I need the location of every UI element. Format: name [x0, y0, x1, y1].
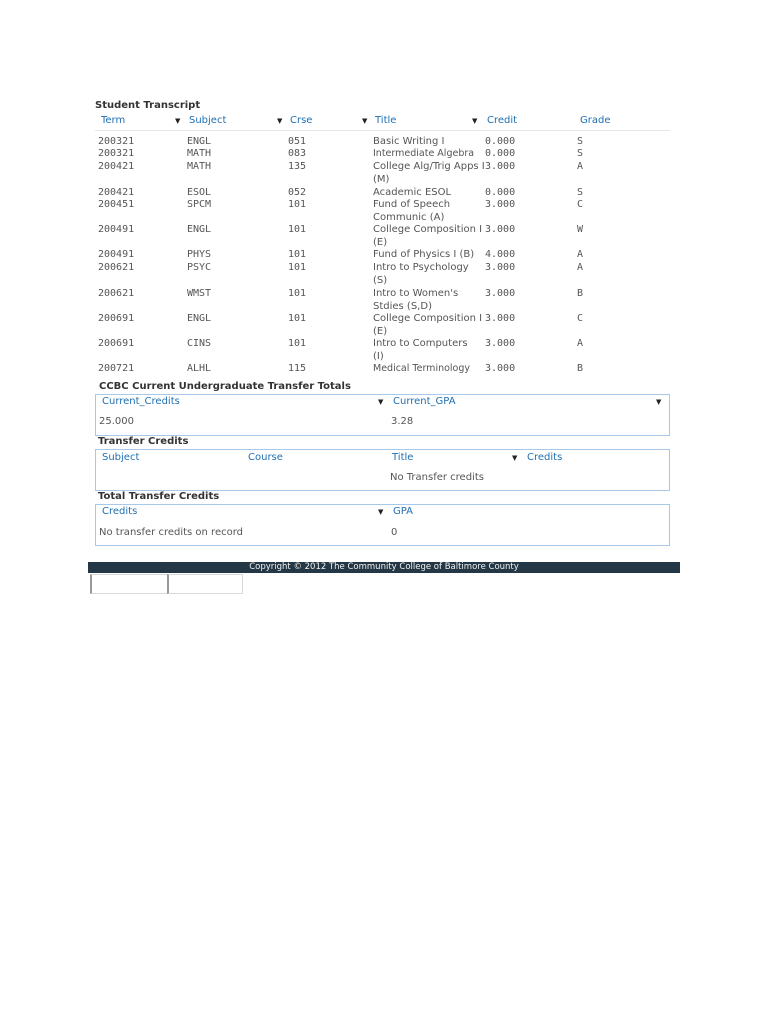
grade-cell: C	[577, 199, 584, 210]
subject-cell: MATH	[187, 161, 212, 172]
grade-cell: C	[577, 313, 584, 324]
term-cell: 200621	[98, 288, 135, 299]
subject-cell: ESOL	[187, 187, 212, 198]
sort-down-icon[interactable]: ▼	[378, 398, 384, 406]
column-header-title[interactable]: Title	[392, 452, 414, 463]
sort-down-icon[interactable]: ▼	[472, 117, 478, 125]
current-credits-value: 25.000	[99, 416, 134, 427]
transfer-credits-table	[95, 449, 670, 491]
subject-cell: PSYC	[187, 262, 212, 273]
credit-cell: 0.000	[485, 187, 516, 198]
credit-cell: 3.000	[485, 338, 516, 349]
footer-cell	[167, 574, 243, 594]
current-gpa-value: 3.28	[391, 416, 414, 427]
title-cell: Intro to Psychology (S)	[373, 262, 469, 286]
sort-down-icon[interactable]: ▼	[175, 117, 181, 125]
grade-cell: A	[577, 161, 584, 172]
column-header-credit[interactable]: Credit	[487, 115, 518, 126]
crse-cell: 101	[288, 199, 307, 210]
sort-down-icon[interactable]: ▼	[656, 398, 662, 406]
crse-cell: 083	[288, 148, 307, 159]
subject-cell: ENGL	[187, 224, 212, 235]
crse-cell: 051	[288, 136, 307, 147]
credit-cell: 3.000	[485, 288, 516, 299]
gpa-value: 0	[391, 527, 398, 538]
title-cell: Academic ESOL	[373, 187, 452, 198]
title-cell: Medical Terminology	[373, 363, 471, 374]
title-cell: College Alg/Trig Apps I (M)	[373, 161, 485, 185]
title-cell: Basic Writing I	[373, 136, 445, 147]
credit-cell: 4.000	[485, 249, 516, 260]
grade-cell: B	[577, 288, 584, 299]
title-cell: Fund of Physics I (B)	[373, 249, 475, 260]
totals-title: CCBC Current Undergraduate Transfer Totals	[99, 381, 351, 392]
subject-cell: ENGL	[187, 136, 212, 147]
column-header-title[interactable]: Title	[375, 115, 397, 126]
title-cell: Fund of Speech Communic (A)	[373, 199, 451, 223]
crse-cell: 052	[288, 187, 307, 198]
grade-cell: A	[577, 338, 584, 349]
header-divider	[95, 130, 670, 131]
subject-cell: ENGL	[187, 313, 212, 324]
column-header-grade[interactable]: Grade	[580, 115, 611, 126]
title-cell: College Composition I (E)	[373, 313, 483, 337]
copyright-bar: Copyright © 2012 The Community College of Baltimore County	[88, 562, 680, 573]
subject-cell: SPCM	[187, 199, 212, 210]
total-transfer-credits-title: Total Transfer Credits	[98, 491, 220, 502]
subject-cell: WMST	[187, 288, 212, 299]
crse-cell: 101	[288, 338, 307, 349]
subject-cell: MATH	[187, 148, 212, 159]
column-header-course[interactable]: Course	[248, 452, 283, 463]
credit-cell: 3.000	[485, 224, 516, 235]
column-header-credits[interactable]: Credits	[527, 452, 563, 463]
grade-cell: A	[577, 262, 584, 273]
term-cell: 200621	[98, 262, 135, 273]
column-header-subject[interactable]: Subject	[189, 115, 227, 126]
sort-down-icon[interactable]: ▼	[378, 508, 384, 516]
subject-cell: ALHL	[187, 363, 212, 374]
column-header-gpa[interactable]: GPA	[393, 506, 413, 517]
term-cell: 200421	[98, 187, 135, 198]
sort-down-icon[interactable]: ▼	[362, 117, 368, 125]
grade-cell: B	[577, 363, 584, 374]
subject-cell: CINS	[187, 338, 212, 349]
grade-cell: A	[577, 249, 584, 260]
column-header-current-gpa[interactable]: Current_GPA	[393, 396, 456, 407]
crse-cell: 101	[288, 249, 307, 260]
credit-cell: 0.000	[485, 136, 516, 147]
term-cell: 200321	[98, 148, 135, 159]
credit-cell: 3.000	[485, 363, 516, 374]
title-cell: Intro to Women's Stdies (S,D)	[373, 288, 459, 312]
term-cell: 200321	[98, 136, 135, 147]
term-cell: 200691	[98, 313, 135, 324]
credit-cell: 3.000	[485, 199, 516, 210]
sort-down-icon[interactable]: ▼	[277, 117, 283, 125]
term-cell: 200491	[98, 249, 135, 260]
crse-cell: 135	[288, 161, 307, 172]
footer-cell	[90, 574, 168, 594]
grade-cell: S	[577, 187, 584, 198]
crse-cell: 101	[288, 262, 307, 273]
term-cell: 200491	[98, 224, 135, 235]
subject-cell: PHYS	[187, 249, 212, 260]
title-cell: Intro to Computers (I)	[373, 338, 468, 362]
column-header-crse[interactable]: Crse	[290, 115, 313, 126]
term-cell: 200691	[98, 338, 135, 349]
title-cell: Intermediate Algebra	[373, 148, 475, 159]
empty-message: No Transfer credits	[390, 472, 484, 483]
credit-cell: 3.000	[485, 161, 516, 172]
grade-cell: S	[577, 136, 584, 147]
column-header-subject[interactable]: Subject	[102, 452, 140, 463]
term-cell: 200421	[98, 161, 135, 172]
credit-cell: 3.000	[485, 262, 516, 273]
credit-cell: 3.000	[485, 313, 516, 324]
credit-cell: 0.000	[485, 148, 516, 159]
term-cell: 200451	[98, 199, 135, 210]
transfer-credits-title: Transfer Credits	[98, 436, 189, 447]
transcript-title: Student Transcript	[95, 100, 201, 111]
crse-cell: 101	[288, 288, 307, 299]
column-header-term[interactable]: Term	[101, 115, 126, 126]
credits-value: No transfer credits on record	[99, 527, 244, 538]
crse-cell: 115	[288, 363, 307, 374]
grade-cell: S	[577, 148, 584, 159]
grade-cell: W	[577, 224, 584, 235]
column-header-current-credits[interactable]: Current_Credits	[102, 396, 180, 407]
sort-down-icon[interactable]: ▼	[512, 454, 518, 462]
crse-cell: 101	[288, 224, 307, 235]
title-cell: College Composition I (E)	[373, 224, 483, 248]
crse-cell: 101	[288, 313, 307, 324]
column-header-credits[interactable]: Credits	[102, 506, 138, 517]
term-cell: 200721	[98, 363, 135, 374]
